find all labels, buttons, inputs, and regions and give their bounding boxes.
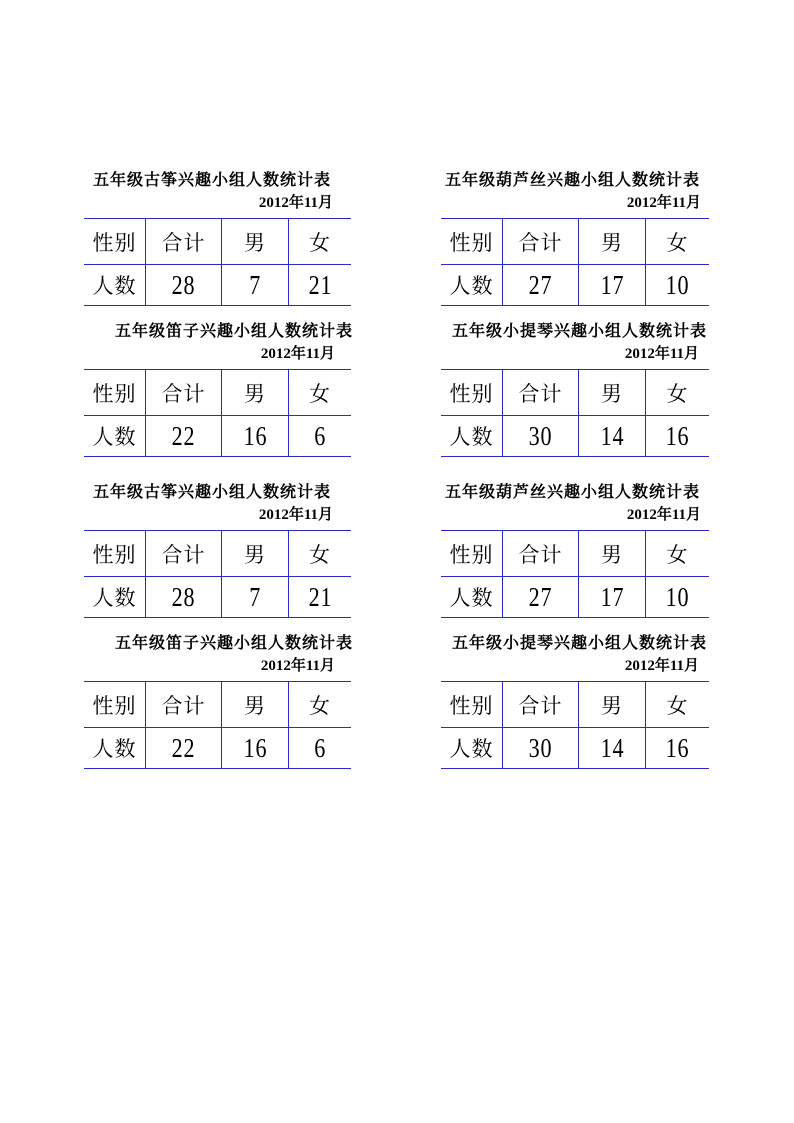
- header-cell-gender: 性别: [84, 531, 146, 577]
- table-title: 五年级葫芦丝兴趣小组人数统计表: [445, 170, 701, 189]
- male-count-value: 17: [600, 269, 624, 300]
- female-count-value: 10: [665, 581, 690, 612]
- table-title: 五年级笛子兴趣小组人数统计表: [115, 633, 354, 652]
- female-count-value: 16: [665, 732, 690, 763]
- stats-grid: [441, 369, 709, 457]
- male-count-cell: [579, 265, 646, 305]
- male-count-value: 7: [249, 269, 261, 300]
- stats-grid: [84, 530, 351, 618]
- row-label-count: 人数: [441, 416, 503, 456]
- header-cell-female: 女: [646, 682, 709, 728]
- male-count-value: 14: [600, 420, 624, 451]
- header-cell-total: 合计: [146, 531, 222, 577]
- table-date: 2012年11月: [626, 195, 701, 211]
- header-cell-male: 男: [579, 370, 646, 416]
- stats-grid: [84, 218, 351, 306]
- female-count-cell: [289, 728, 351, 768]
- guzheng-stats-table: [84, 170, 351, 308]
- total-count-cell: [146, 265, 222, 305]
- header-cell-female: 女: [289, 531, 351, 577]
- header-cell-male: 男: [579, 682, 646, 728]
- stats-grid: [441, 218, 709, 306]
- dizi-stats-table: [84, 633, 354, 771]
- header-cell-male: 男: [222, 531, 289, 577]
- table-date: 2012年11月: [624, 346, 699, 362]
- female-count-cell: [646, 416, 709, 456]
- female-count-cell: [289, 577, 351, 617]
- total-count-cell: [503, 416, 579, 456]
- violin-stats-table: [441, 633, 709, 771]
- table-date: 2012年11月: [260, 658, 335, 674]
- header-cell-total: 合计: [503, 531, 579, 577]
- header-cell-total: 合计: [146, 370, 222, 416]
- header-cell-gender: 性别: [441, 682, 503, 728]
- male-count-cell: [579, 728, 646, 768]
- total-count-value: 22: [171, 732, 196, 763]
- male-count-cell: [222, 728, 289, 768]
- female-count-cell: [289, 265, 351, 305]
- row-label-count: 人数: [84, 265, 146, 305]
- female-count-value: 21: [308, 581, 332, 612]
- total-count-value: 30: [528, 732, 553, 763]
- header-cell-total: 合计: [503, 682, 579, 728]
- table-date: 2012年11月: [260, 346, 335, 362]
- male-count-value: 16: [243, 420, 267, 451]
- header-cell-female: 女: [289, 219, 351, 265]
- header-cell-male: 男: [222, 682, 289, 728]
- header-cell-gender: 性别: [441, 370, 503, 416]
- total-count-cell: [146, 577, 222, 617]
- header-cell-total: 合计: [503, 370, 579, 416]
- male-count-value: 14: [600, 732, 624, 763]
- header-cell-gender: 性别: [441, 219, 503, 265]
- male-count-value: 17: [600, 581, 624, 612]
- table-date: 2012年11月: [626, 507, 701, 523]
- total-count-value: 30: [528, 420, 553, 451]
- female-count-cell: [646, 265, 709, 305]
- male-count-cell: [579, 577, 646, 617]
- row-label-count: 人数: [84, 416, 146, 456]
- hulusi-stats-table: [441, 170, 709, 308]
- male-count-value: 7: [249, 581, 261, 612]
- header-cell-female: 女: [289, 370, 351, 416]
- header-cell-gender: 性别: [84, 682, 146, 728]
- table-title: 五年级古筝兴趣小组人数统计表: [93, 170, 332, 189]
- header-cell-gender: 性别: [441, 531, 503, 577]
- table-title: 五年级笛子兴趣小组人数统计表: [115, 321, 354, 340]
- female-count-value: 6: [314, 732, 326, 763]
- total-count-value: 27: [528, 269, 553, 300]
- header-cell-female: 女: [646, 370, 709, 416]
- violin-stats-table: [441, 321, 709, 459]
- total-count-value: 28: [171, 581, 196, 612]
- stats-grid: [84, 369, 351, 457]
- male-count-value: 16: [243, 732, 267, 763]
- header-cell-female: 女: [646, 219, 709, 265]
- table-date: 2012年11月: [624, 658, 699, 674]
- table-title: 五年级古筝兴趣小组人数统计表: [93, 482, 332, 501]
- stats-grid: [441, 530, 709, 618]
- total-count-cell: [503, 577, 579, 617]
- header-cell-total: 合计: [146, 682, 222, 728]
- total-count-cell: [146, 728, 222, 768]
- male-count-cell: [222, 265, 289, 305]
- table-date: 2012年11月: [258, 507, 333, 523]
- dizi-stats-table: [84, 321, 354, 459]
- total-count-cell: [503, 265, 579, 305]
- stats-grid: [84, 681, 351, 769]
- header-cell-male: 男: [579, 531, 646, 577]
- header-cell-gender: 性别: [84, 219, 146, 265]
- row-label-count: 人数: [84, 577, 146, 617]
- header-cell-male: 男: [222, 370, 289, 416]
- male-count-cell: [222, 416, 289, 456]
- total-count-cell: [503, 728, 579, 768]
- guzheng-stats-table: [84, 482, 351, 620]
- total-count-value: 27: [528, 581, 553, 612]
- table-title: 五年级小提琴兴趣小组人数统计表: [452, 321, 708, 340]
- total-count-cell: [146, 416, 222, 456]
- female-count-cell: [289, 416, 351, 456]
- row-label-count: 人数: [84, 728, 146, 768]
- female-count-value: 16: [665, 420, 690, 451]
- female-count-cell: [646, 728, 709, 768]
- total-count-value: 22: [171, 420, 196, 451]
- table-date: 2012年11月: [258, 195, 333, 211]
- female-count-value: 10: [665, 269, 690, 300]
- table-title: 五年级小提琴兴趣小组人数统计表: [452, 633, 708, 652]
- female-count-value: 6: [314, 420, 326, 451]
- header-cell-male: 男: [222, 219, 289, 265]
- male-count-cell: [222, 577, 289, 617]
- header-cell-male: 男: [579, 219, 646, 265]
- hulusi-stats-table: [441, 482, 709, 620]
- header-cell-total: 合计: [503, 219, 579, 265]
- female-count-cell: [646, 577, 709, 617]
- row-label-count: 人数: [441, 728, 503, 768]
- table-title: 五年级葫芦丝兴趣小组人数统计表: [445, 482, 701, 501]
- header-cell-female: 女: [289, 682, 351, 728]
- header-cell-gender: 性别: [84, 370, 146, 416]
- total-count-value: 28: [171, 269, 196, 300]
- row-label-count: 人数: [441, 577, 503, 617]
- row-label-count: 人数: [441, 265, 503, 305]
- female-count-value: 21: [308, 269, 332, 300]
- male-count-cell: [579, 416, 646, 456]
- stats-grid: [441, 681, 709, 769]
- header-cell-total: 合计: [146, 219, 222, 265]
- header-cell-female: 女: [646, 531, 709, 577]
